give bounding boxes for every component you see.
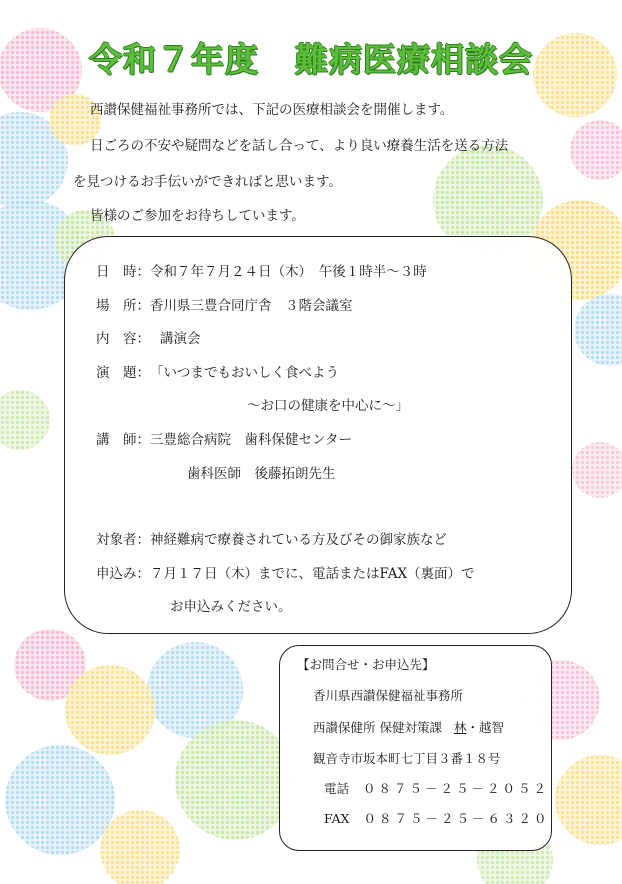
contact-fax-label: FAX <box>324 811 350 826</box>
content-value: 講演会 <box>160 331 201 347</box>
apply-line-1: ７月１７日（木）までに、電話またはFAX（裏面）で <box>150 566 475 582</box>
lecturer-line-1: 三豊総合病院 歯科保健センター <box>150 432 352 448</box>
lecturer-line-2: 歯科医師 後藤拓朗先生 <box>187 466 336 482</box>
intro-line-4: 皆様のご参加をお待ちしています。 <box>90 208 305 224</box>
content-row <box>96 330 201 348</box>
contact-fax-row <box>324 811 550 827</box>
page-title <box>0 34 622 81</box>
topic-line-1: 「いつまでもおいしく食べよう <box>150 365 339 381</box>
target-value: 神経難病で療養されている方及びその御家族など <box>150 532 447 548</box>
date-value: 令和７年７月２４日（木） 午後１時半～３時 <box>150 264 427 280</box>
date-row <box>96 263 427 281</box>
intro-line-1: 西讃保健福祉事務所では、下記の医療相談会を開催します。 <box>90 102 454 118</box>
lecturer-label: 講 師： <box>96 432 150 448</box>
lecturer-row <box>96 431 352 449</box>
contact-dept: 西讃保健所 保健対策課 <box>313 720 442 735</box>
contact-heading: 【お問合せ・お申込先】 <box>297 657 435 672</box>
contact-name-rest: ・越智 <box>466 720 505 735</box>
apply-line-2: お申込みください。 <box>170 599 292 615</box>
contact-fax-value: ０８７５－２５－６３２０ <box>363 811 550 826</box>
place-row <box>96 297 353 315</box>
content-label: 内 容： <box>96 331 150 347</box>
apply-row <box>96 565 475 583</box>
date-label: 日 時： <box>96 264 150 280</box>
contact-address: 観音寺市坂本町七丁目３番１８号 <box>313 751 501 766</box>
topic-label: 演 題： <box>96 365 150 381</box>
target-label: 対象者： <box>96 532 150 548</box>
title-year: 令和７年度 <box>89 40 259 79</box>
target-row <box>96 531 447 549</box>
topic-row <box>96 364 339 382</box>
contact-office: 香川県西讃保健福祉事務所 <box>313 688 464 703</box>
apply-label: 申込み： <box>96 566 150 582</box>
place-value: 香川県三豊合同庁舎 ３階会議室 <box>150 298 353 314</box>
intro-line-2: 日ごろの不安や疑問などを話し合って、より良い療養生活を送る方法 <box>90 138 509 154</box>
contact-tel-row <box>324 781 549 797</box>
intro-line-3: を見つけるお手伝いができればと思います。 <box>73 174 342 190</box>
topic-line-2: ～お口の健康を中心に～」 <box>247 398 409 414</box>
place-label: 場 所： <box>96 298 150 314</box>
contact-dept-row <box>313 720 504 736</box>
title-event: 難病医療相談会 <box>295 40 533 79</box>
contact-tel-label: 電話 <box>324 781 350 796</box>
contact-tel-value: ０８７５－２５－２０５２ <box>363 781 550 796</box>
contact-name-main: 林 <box>453 720 467 735</box>
